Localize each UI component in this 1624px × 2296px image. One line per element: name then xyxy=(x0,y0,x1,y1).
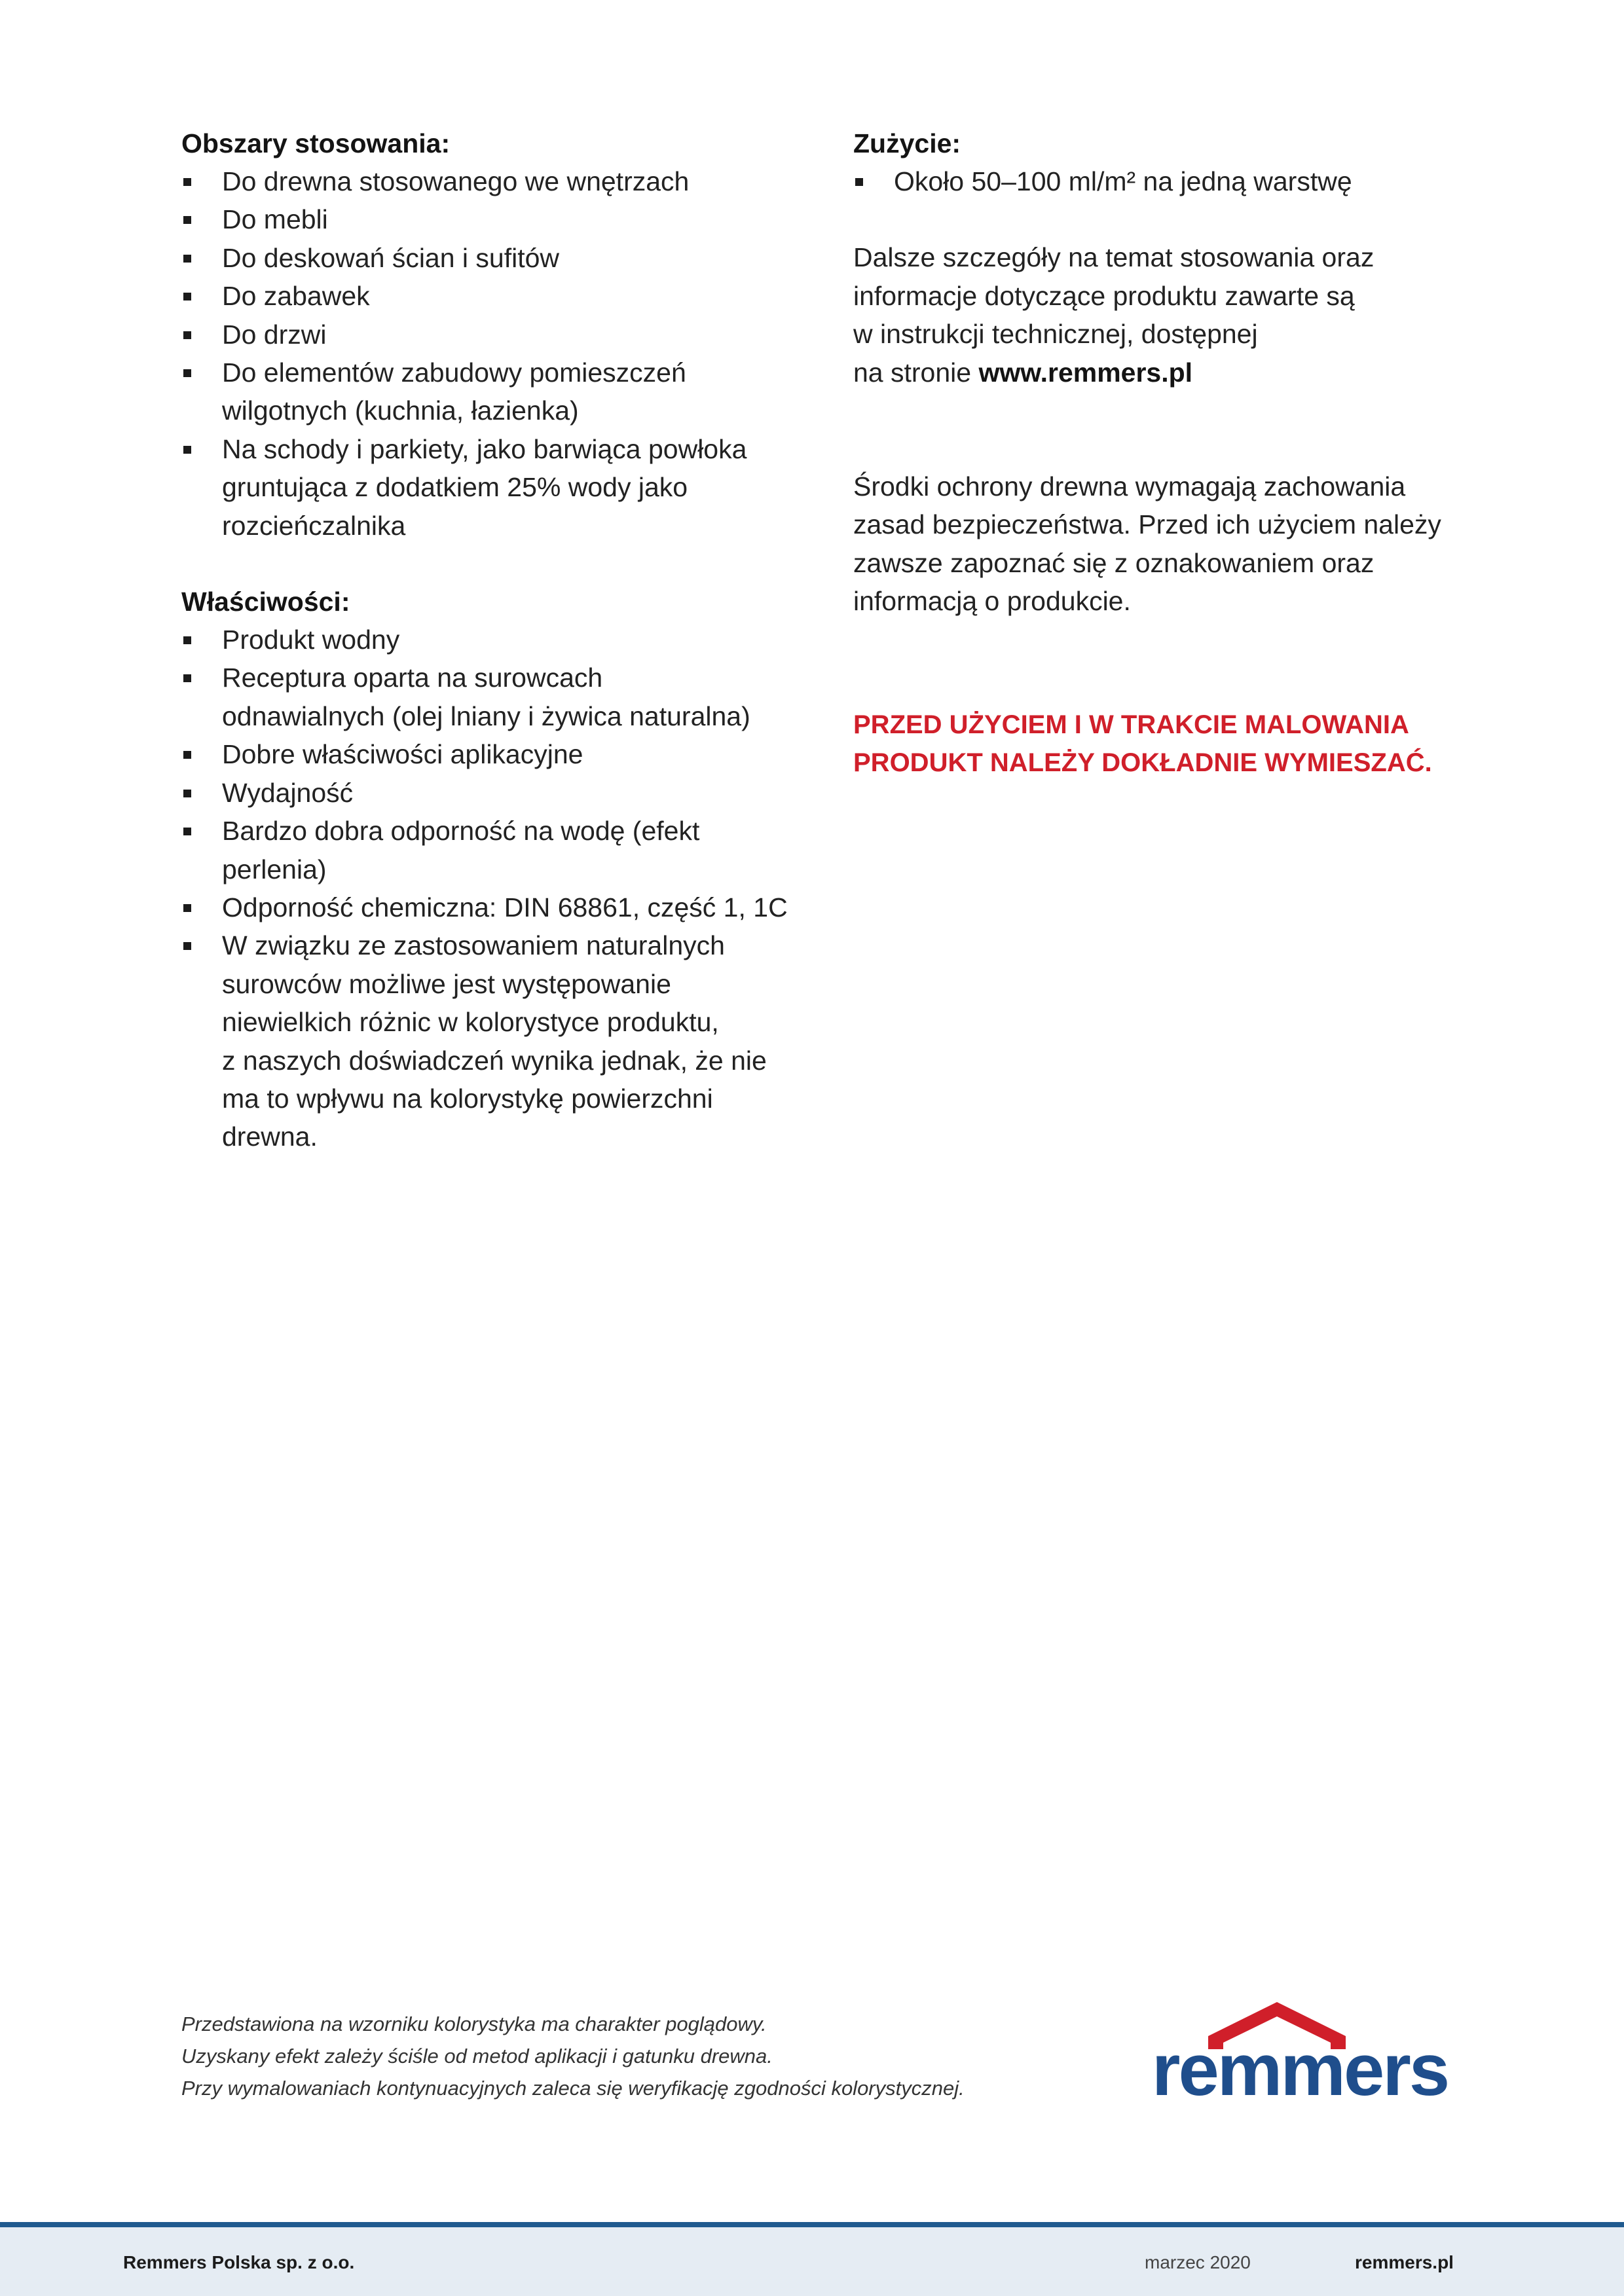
square-bullet-icon xyxy=(183,790,191,797)
square-bullet-icon xyxy=(183,255,191,263)
list-item: Wydajność xyxy=(181,774,790,812)
square-bullet-icon xyxy=(183,216,191,224)
square-bullet-icon xyxy=(183,674,191,682)
footer xyxy=(0,2227,1624,2296)
square-bullet-icon xyxy=(183,369,191,377)
right-column xyxy=(853,124,1475,782)
square-bullet-icon xyxy=(183,942,191,950)
list-item: Do drewna stosowanego we wnętrzach xyxy=(181,162,790,200)
list-item: Około 50–100 ml/m² na jedną warstwę xyxy=(853,162,1475,200)
square-bullet-icon xyxy=(183,904,191,912)
properties-list xyxy=(181,621,790,1156)
list-item: Produkt wodny xyxy=(181,621,790,659)
left-column xyxy=(181,124,790,1156)
footer-website-link[interactable]: remmers.pl xyxy=(1355,2252,1454,2272)
safety-paragraph: Środki ochrony drewna wymagają zachowania zasad bezpieczeństwa. Przed ich użyciem należy zawsze zapoznać się z oznakowaniem oraz informacją o produkcie. xyxy=(853,471,1441,617)
list-item: Do elementów zabudowy pomieszczeń wilgotnych (kuchnia, łazienka) xyxy=(181,354,790,430)
list-item: Do drzwi xyxy=(181,316,790,354)
website-link[interactable]: www.remmers.pl xyxy=(978,357,1193,388)
list-item: Do mebli xyxy=(181,200,790,238)
square-bullet-icon xyxy=(183,828,191,835)
square-bullet-icon xyxy=(183,331,191,339)
application-areas-heading: Obszary stosowania: xyxy=(181,128,451,158)
application-areas-list xyxy=(181,162,790,545)
list-item: Do deskowań ścian i sufitów xyxy=(181,239,790,277)
footer-date: marzec 2020 xyxy=(1145,2252,1251,2272)
square-bullet-icon xyxy=(183,446,191,454)
list-item: W związku ze zastosowaniem naturalnych surowców możliwe jest występowanie niewielkich różnic w kolorystyce produktu, z naszych doświadczeń wynika jednak, że nie ma to wpływu na kolorystykę powierzchni drewna. xyxy=(181,926,790,1156)
square-bullet-icon xyxy=(183,178,191,186)
logo-text: remmers xyxy=(1151,2029,1449,2108)
details-paragraph: Dalsze szczegóły na temat stosowania oraz informacje dotyczące produktu zawarte są w instrukcji technicznej, dostępnej na stronie www.remmers.pl xyxy=(853,242,1375,388)
list-item: Do zabawek xyxy=(181,277,790,315)
list-item: Na schody i parkiety, jako barwiąca powłoka gruntująca z dodatkiem 25% wody jako rozcieńczalnika xyxy=(181,430,790,545)
list-item: Receptura oparta na surowcach odnawialnych (olej lniany i żywica naturalna) xyxy=(181,659,790,735)
square-bullet-icon xyxy=(183,636,191,644)
consumption-list xyxy=(853,162,1475,200)
properties-heading: Właściwości: xyxy=(181,587,350,617)
list-item: Odporność chemiczna: DIN 68861, część 1, 1C xyxy=(181,888,790,926)
color-disclaimer: Przedstawiona na wzorniku kolorystyka ma charakter poglądowy. Uzyskany efekt zależy ściśle od metod aplikacji i gatunku drewna. Przy wymalowaniach kontynuacyjnych zaleca się weryfikację zgodności kolorystycznej. xyxy=(181,2013,965,2100)
footer-company: Remmers Polska sp. z o.o. xyxy=(123,2252,355,2272)
mixing-warning: PRZED UŻYCIEM I W TRAKCIE MALOWANIA PRODUKT NALEŻY DOKŁADNIE WYMIESZAĆ. xyxy=(853,710,1432,777)
footer-divider xyxy=(0,2222,1624,2227)
consumption-heading: Zużycie: xyxy=(853,128,961,158)
square-bullet-icon xyxy=(183,751,191,759)
list-item: Dobre właściwości aplikacyjne xyxy=(181,735,790,773)
remmers-logo xyxy=(1139,1997,1460,2108)
square-bullet-icon xyxy=(183,293,191,301)
list-item: Bardzo dobra odporność na wodę (efekt perlenia) xyxy=(181,812,790,888)
square-bullet-icon xyxy=(855,178,863,186)
